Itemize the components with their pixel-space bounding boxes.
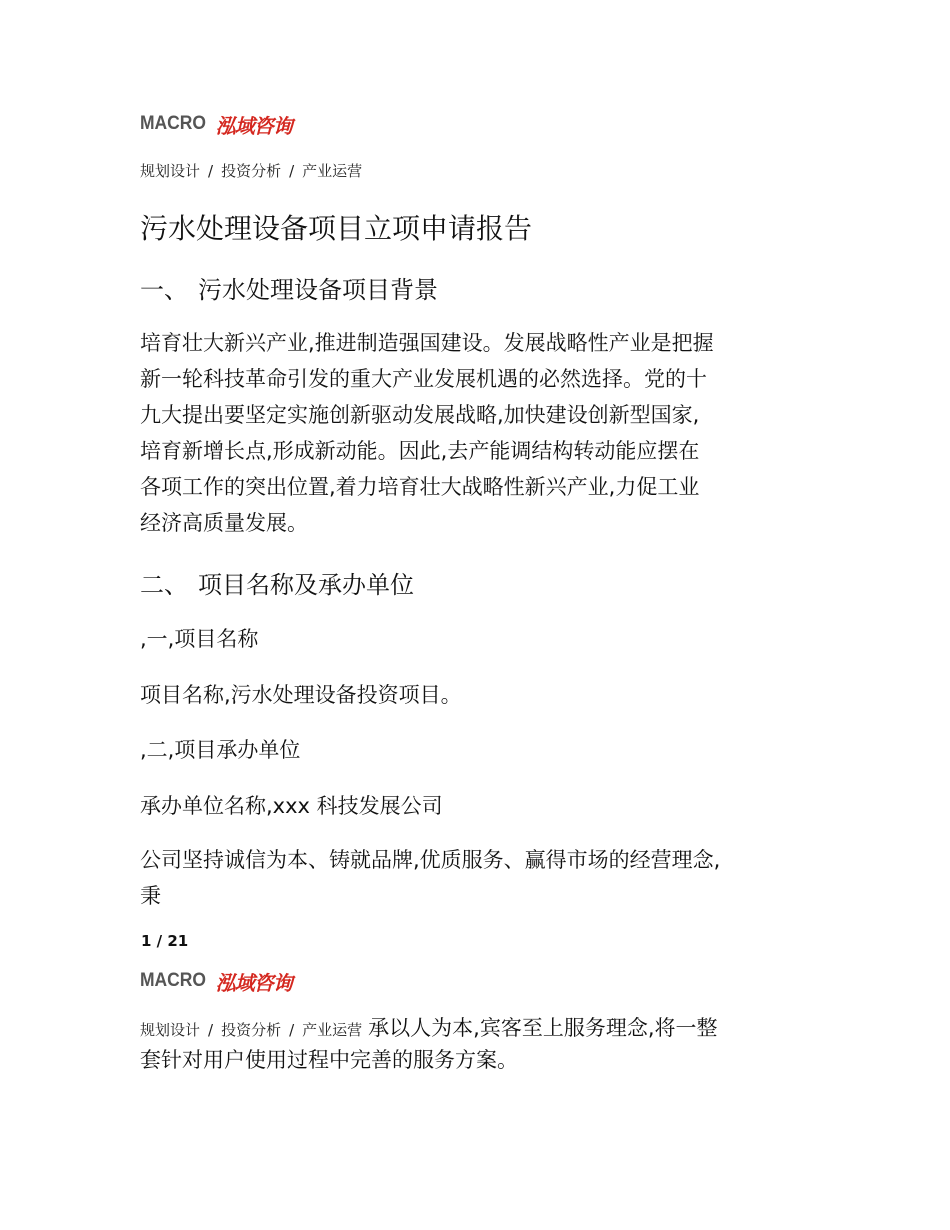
section-1-number: 一、	[140, 276, 188, 304]
breadcrumb-separator: /	[208, 1021, 214, 1039]
breadcrumb-separator: /	[289, 1021, 295, 1039]
page-2-first-row	[140, 1012, 718, 1042]
breadcrumb-item-operations: 产业运营	[302, 1021, 363, 1039]
continued-text-line: 套针对用户使用过程中完善的服务方案。	[140, 1048, 518, 1072]
logo-macro-text: MACRO	[140, 970, 207, 991]
section-2-heading	[140, 565, 414, 600]
company-logo	[140, 111, 292, 137]
company-philosophy-paragraph	[140, 842, 820, 914]
breadcrumb-item-operations: 产业运营	[302, 162, 363, 180]
logo-chinese-text: 泓域咨询	[215, 113, 292, 138]
section-1-title: 污水处理设备项目背景	[198, 276, 438, 304]
page-number: 1 / 21	[141, 932, 189, 950]
paragraph-line: 九大提出要坚定实施创新驱动发展战略,加快建设创新型国家,	[140, 403, 700, 427]
paragraph-line: 公司坚持诚信为本、铸就品牌,优质服务、赢得市场的经营理念,	[140, 848, 721, 872]
paragraph-line: 各项工作的突出位置,着力培育壮大战略性新兴产业,力促工业	[140, 475, 700, 499]
breadcrumb	[140, 160, 362, 181]
organizer-name-text: 承办单位名称,xxx 科技发展公司	[140, 794, 443, 818]
breadcrumb-item-investment: 投资分析	[221, 162, 282, 180]
breadcrumb-item-investment: 投资分析	[221, 1021, 282, 1039]
paragraph-line: 培育新增长点,形成新动能。因此,去产能调结构转动能应摆在	[140, 439, 700, 463]
breadcrumb-separator: /	[208, 162, 214, 180]
project-name-text: 项目名称,污水处理设备投资项目。	[140, 683, 462, 707]
breadcrumb-separator: /	[289, 162, 295, 180]
document-title: 污水处理设备项目立项申请报告	[140, 212, 533, 245]
section-1-heading	[140, 270, 438, 305]
logo-chinese-text: 泓域咨询	[215, 970, 292, 995]
section-2-title: 项目名称及承办单位	[198, 571, 414, 599]
paragraph-line: 经济高质量发展。	[140, 511, 308, 535]
continued-text-line: 承以人为本,宾客至上服务理念,将一整	[368, 1016, 718, 1040]
subsection-2-heading: ,二,项目承办单位	[140, 738, 301, 762]
breadcrumb-item-planning: 规划设计	[140, 1021, 201, 1039]
section-1-paragraph	[140, 325, 820, 541]
section-2-number: 二、	[140, 571, 188, 599]
breadcrumb	[140, 1019, 362, 1040]
company-logo	[140, 968, 292, 994]
paragraph-line: 新一轮科技革命引发的重大产业发展机遇的必然选择。党的十	[140, 367, 707, 391]
paragraph-line: 培育壮大新兴产业,推进制造强国建设。发展战略性产业是把握	[140, 331, 714, 355]
subsection-1-heading: ,一,项目名称	[140, 627, 259, 651]
logo-macro-text: MACRO	[140, 113, 207, 134]
paragraph-line: 秉	[140, 884, 161, 908]
breadcrumb-item-planning: 规划设计	[140, 162, 201, 180]
